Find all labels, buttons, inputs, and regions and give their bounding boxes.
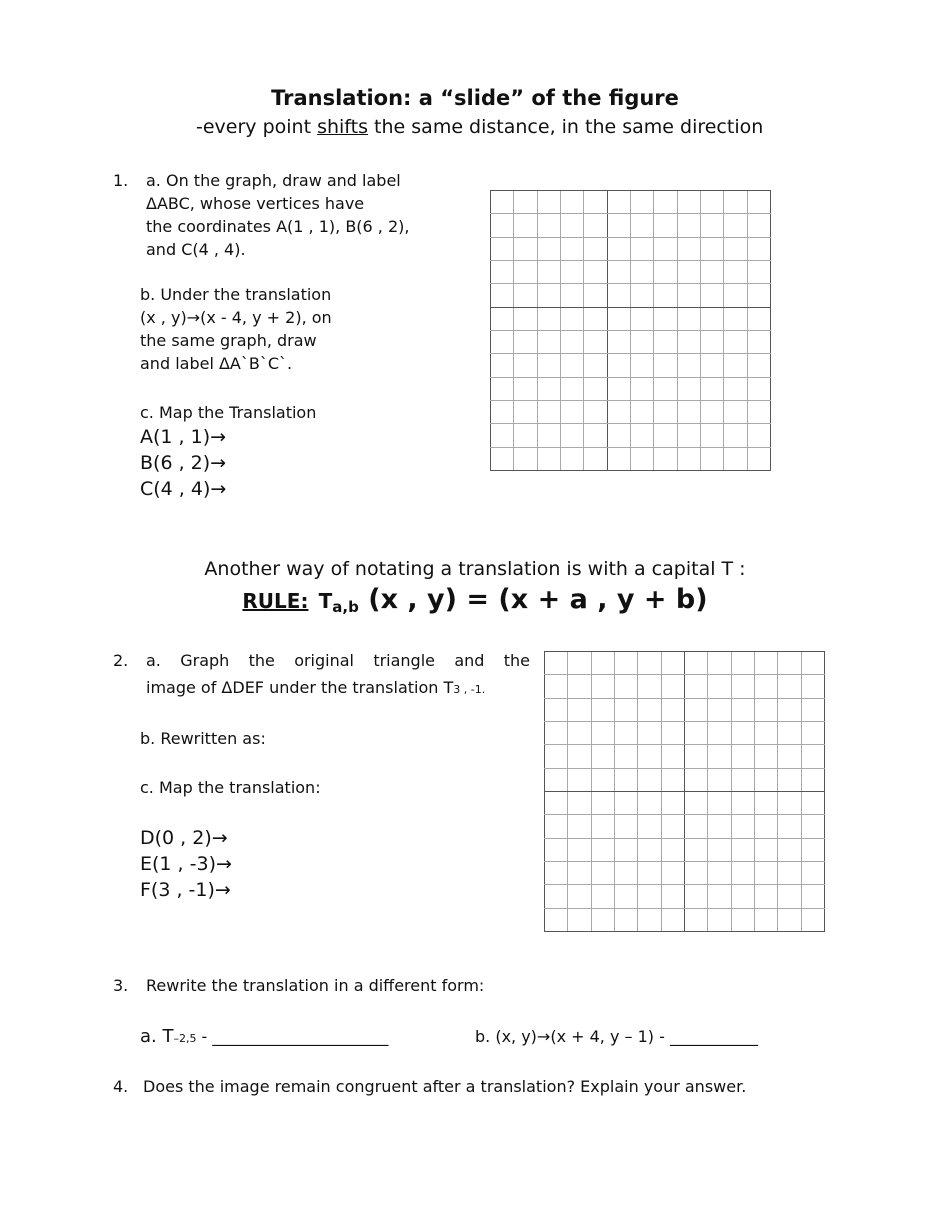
q1-mapping-list: [140, 424, 226, 502]
rule-equation: (x , y) = (x + a , y + b): [358, 584, 708, 615]
q1-b-line: b. Under the translation: [140, 285, 332, 304]
q3-a-subscript: –2,5: [173, 1032, 197, 1045]
q1-part-b: [140, 283, 332, 375]
rule-intro: Another way of notating a translation is with a capital T :: [204, 558, 746, 580]
q4-number: 4.: [113, 1077, 129, 1096]
q3-prompt: Rewrite the translation in a different form:: [146, 976, 485, 995]
subtitle-pre: -every point: [196, 116, 318, 138]
subtitle: [196, 116, 763, 138]
q2-part-b-label: b. Rewritten as:: [140, 729, 266, 748]
translation-rule: [0, 584, 950, 616]
q1-b-line: the same graph, draw: [140, 331, 317, 350]
q2-map-f: F(3 , -1)→: [140, 879, 231, 901]
q4-prompt: Does the image remain congruent after a translation? Explain your answer.: [143, 1077, 747, 1096]
q3-a-prefix: a. T: [140, 1026, 174, 1047]
q1-part-a: [146, 169, 409, 261]
q1-number: 1.: [113, 171, 129, 190]
graph-grid-2[interactable]: [544, 651, 825, 932]
q2-map-d: D(0 , 2)→: [140, 827, 228, 849]
rule-label: RULE:: [242, 589, 309, 613]
q1-map-a: A(1 , 1)→: [140, 426, 227, 448]
q1-a-line: the coordinates A(1 , 1), B(6 , 2),: [146, 217, 410, 236]
q1-a-line: ΔABC, whose vertices have: [146, 194, 365, 213]
q3-part-b[interactable]: b. (x, y)→(x + 4, y – 1) - ___________: [475, 1027, 758, 1046]
q2-number: 2.: [113, 651, 129, 670]
q3-number: 3.: [113, 976, 129, 995]
q2-a-line1: a. Graph the original triangle and the: [146, 651, 530, 670]
q3-a-answer-blank[interactable]: - ______________________: [196, 1027, 389, 1046]
rule-t: T: [318, 589, 333, 613]
graph-grid-1[interactable]: [490, 190, 771, 471]
q3-part-a[interactable]: [140, 1025, 388, 1050]
subtitle-underlined-word: shifts: [317, 116, 369, 138]
q1-map-c: C(4 , 4)→: [140, 478, 227, 500]
q2-map-e: E(1 , -3)→: [140, 853, 232, 875]
q2-part-c-label: c. Map the translation:: [140, 778, 321, 797]
q2-mapping-list: [140, 825, 232, 903]
q1-map-b: B(6 , 2)→: [140, 452, 227, 474]
q2-a-subscript: 3 , -1.: [453, 683, 486, 696]
q1-b-line: (x , y)→(x - 4, y + 2), on: [140, 308, 332, 327]
subtitle-post: the same distance, in the same direction: [368, 116, 764, 138]
rule-t-subscript: a,b: [332, 598, 359, 616]
q2-a-line2: [146, 676, 485, 701]
q1-a-line: a. On the graph, draw and label: [146, 171, 401, 190]
q1-part-c-label: c. Map the Translation: [140, 403, 317, 422]
q1-b-line: and label ΔA`B`C`.: [140, 354, 293, 373]
q1-a-line: and C(4 , 4).: [146, 240, 246, 259]
q2-a-line2-text: image of ΔDEF under the translation T: [146, 678, 454, 697]
page-title: Translation: a “slide” of the figure: [271, 86, 679, 110]
